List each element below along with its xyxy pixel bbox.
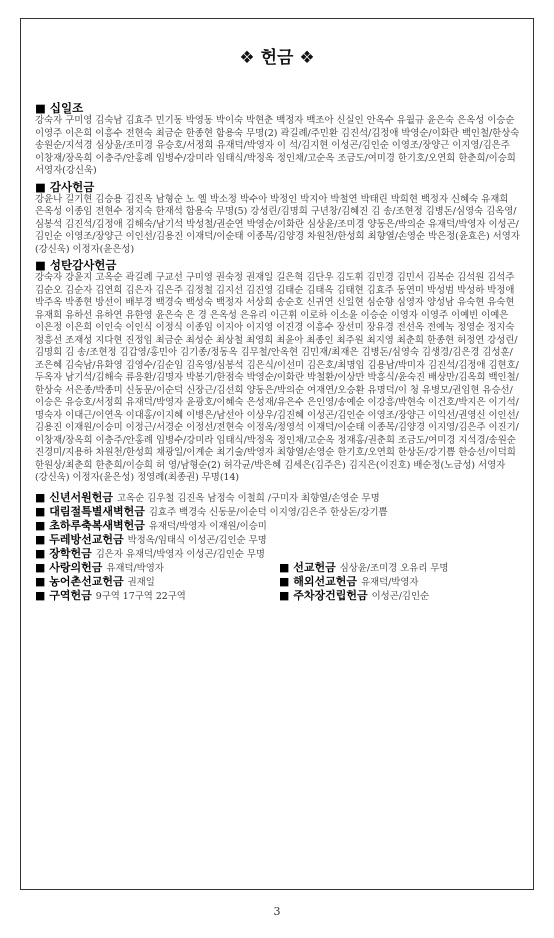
offering-line: [35, 547, 523, 561]
offering-names: 고옥순 김우철 김진옥 남정숙 이철희 /구미자 최향열/손영순 무명: [116, 492, 380, 504]
section-thanksgiving: [35, 180, 523, 257]
offering-label: ■ 농어촌선교헌금: [35, 574, 124, 588]
offering-names: 심상윤/조미경 오유리 무명: [339, 562, 449, 574]
page-number: 3: [273, 905, 281, 918]
offering-label: ■ 장학헌금: [35, 546, 92, 560]
offering-names: 김은자 유재덕/박영자 이성곤/김인순 무명: [95, 548, 265, 560]
offering-label: ■ 신년서원헌금: [35, 490, 113, 504]
offering-line: [35, 519, 523, 533]
offering-pair-row: [35, 561, 523, 575]
offering-names: 9구역 17구역 22구역: [95, 590, 186, 602]
offering-line: [35, 505, 523, 519]
offering-line: [279, 561, 523, 575]
offering-label: ■ 구역헌금: [35, 588, 92, 602]
page-title: ❖ 헌금 ❖: [239, 48, 315, 68]
offering-label: ■ 해외선교헌금: [279, 574, 357, 588]
page-frame: [20, 18, 534, 890]
section-names: 강숙자 강윤지 고옥순 곽길례 구교선 구미영 권숙정 권재일 길은혁 김단우 김도휘 김민경 김민서 김복순 김석원 김석주 김순오 김순자 김연희 김은자 김은주 김정철 김지선 김진영 김태순 김태옥 김태현 김효주 동연미 박성범 박성하 박정애 박주옥 박종현 방선이 배부경 백경숙 백성숙 백정자 서상희 송순호 신귀연 신일현 심순향 심영자 양성남 유숙현 유숙현 유재희 유하선 유하연 유한영 윤은숙 은 경 은옥성 은유리 이근휘 이로하 이소윤 이승순 이영자 이영주 이예빈 이예은 이은정 이은희 이인숙 이인식 이정식 이종임 이지아 이지영 이진경 이흥수 장선미 장유경 전선옥 전예녹 정영순 정지숙 정흥선 조재성 지다현 진정임 최금순 최성순 최상철 최영희 최윤아 최종인 최주원 최지영 최춘희 한종현 허정연 강성린/김명희 김 송/조현정 김갑영/홍민아 김기종/정동옥 김무철/안옥현 김민재/최재은 김병돈/심영숙 김생경/김은경 김성훈/조은혜 김숙남/유화영 김영수/김순임 김옥영/심봉석 김은식/이선미 김은호/최명임 김용남/박미자 김진석/김정애 김현호/두옥자 남기석/김해숙 류응환/김명자 박봉기/한점숙 박영순/이화란 박철환/이상만 박흥식/윤숙진 배상만/김옥희 백인철/한상숙 서은종/박종미 신동문/이순덕 신장근/김선희 양동은/박의순 여재연/오승환 유명덕/이 청 유병모/권임현 유승선/이승은 유승호/서정희 유재덕/박영자 윤광호/이혜숙 은성재/유은수 은인영/송예순 이강흥/박현숙 이건호/박지은 이기석/명숙자 이대근/이연옥 이대홍/이지혜 이병은/남선아 이상우/김진혜 이성곤/김인순 이영조/장양근 이익선/권영신 이인선/김용진 이재원/이승미 이정근/서경순 이정선/전현숙 이정옥/정영석 이재덕/이순태 이종목/김양경 이지영/김은주 이진기/이창재/장옥희 이충주/안홍례 임병수/강미라 임태식/박정옥 정인채/고순옥 정재홍/권춘희 조금도/여미경 지석경/송원순 진경미/지용하 차원천/한성희 채광일/이계순 최기술/박영자 최향열/손영순 한기호/오연희 한상돈/강기쁨 한승선/이덕희 한원상/최춘희 한춘희/이승희 허 영/남형순(2) 허각균/박은혜 김세은(김주은) 김지은(이진호) 배순정(노금성) 서영자(강신욱) 이정자(윤은성) 정영례(최종권) 무명(14): [35, 272, 519, 483]
section-heading: ■ 성탄감사헌금: [35, 258, 117, 272]
offering-label: ■ 사랑의헌금: [35, 560, 103, 574]
offering-names: 박정옥/임태식 이성곤/김인순 무명: [127, 534, 267, 546]
offering-line: [35, 561, 279, 575]
offering-names: 유재덕/박영자: [106, 562, 164, 574]
offering-pair-row: [35, 589, 523, 603]
section-christmas: [35, 258, 523, 485]
offering-line: [279, 589, 523, 603]
offering-line: [279, 575, 523, 589]
offering-label: ■ 초하루축복새벽헌금: [35, 518, 145, 532]
section-tithe: [35, 101, 523, 178]
offering-names: 김효주 백경숙 신동문/이순덕 이지영/김은주 한상돈/강기쁨: [148, 506, 388, 518]
offering-label: ■ 선교헌금: [279, 560, 336, 574]
offering-line: [35, 575, 279, 589]
offering-names: 이성곤/김인순: [371, 590, 430, 602]
offering-line: [35, 491, 523, 505]
section-names: 강숙자 구미영 김숙남 김효주 민기동 박영동 박이숙 박현춘 백정자 백조아 신실인 안옥수 유월규 윤은숙 은옥성 이승순 이영주 이은희 이흥수 전현숙 최금순 한종현 함용숙 무명(2) 곽길례/주민환 김진석/김정애 박영순/이화란 백인철/한상숙 송원순/지석경 심상윤/조미경 유승호/서정희 유재덕/박영자 이 석/김지현 이성곤/김인순 이영조/장양근 이지영/김은주 이창재/장옥희 이충주/안홍례 임병수/강미라 임태식/박정옥 정인채/고순옥 조금도/여미경 한기호/오연희 한춘희/이승희 서영자(강신욱): [35, 115, 520, 176]
offering-pair-row: [35, 575, 523, 589]
offering-names: 유재덕/박영자 이재원/이승미: [148, 520, 267, 532]
section-names: 강윤나 길기현 김승용 김진옥 남형순 노 엘 박소정 박수아 박정인 박지아 박철연 박태린 박희현 백정자 신혜숙 유재희 은옥성 이종임 전현수 정지숙 한재석 함용숙 무명(5) 강성린/김명희 구년창/김혜진 김 송/조현정 김병돈/심영숙 김옥영/심봉석 김진석/김정애 김해숙/남기석 박성철/권순연 박영순/이화란 심상윤/조미경 양동은/박의순 유재덕/박영자 이성곤/김인순 이영조/장양근 이인선/김용진 이재덕/이순태 이종목/김양경 차원천/한성희 최향열/손영순 박은정(윤효은) 서영자(강신욱) 이정자(윤은성): [35, 193, 520, 255]
offering-line: [35, 533, 523, 547]
offering-label: ■ 주차장건립헌금: [279, 588, 368, 602]
section-heading: ■ 십일조: [35, 101, 84, 115]
offering-names: 유재덕/박영자: [360, 576, 419, 588]
offering-label: ■ 두레방선교헌금: [35, 532, 124, 546]
offering-label: ■ 대림절특별새벽헌금: [35, 504, 145, 518]
offering-line: [35, 589, 279, 603]
section-heading: ■ 감사헌금: [35, 179, 95, 194]
offering-names: 권재일: [127, 576, 155, 588]
content-area: [35, 99, 523, 603]
